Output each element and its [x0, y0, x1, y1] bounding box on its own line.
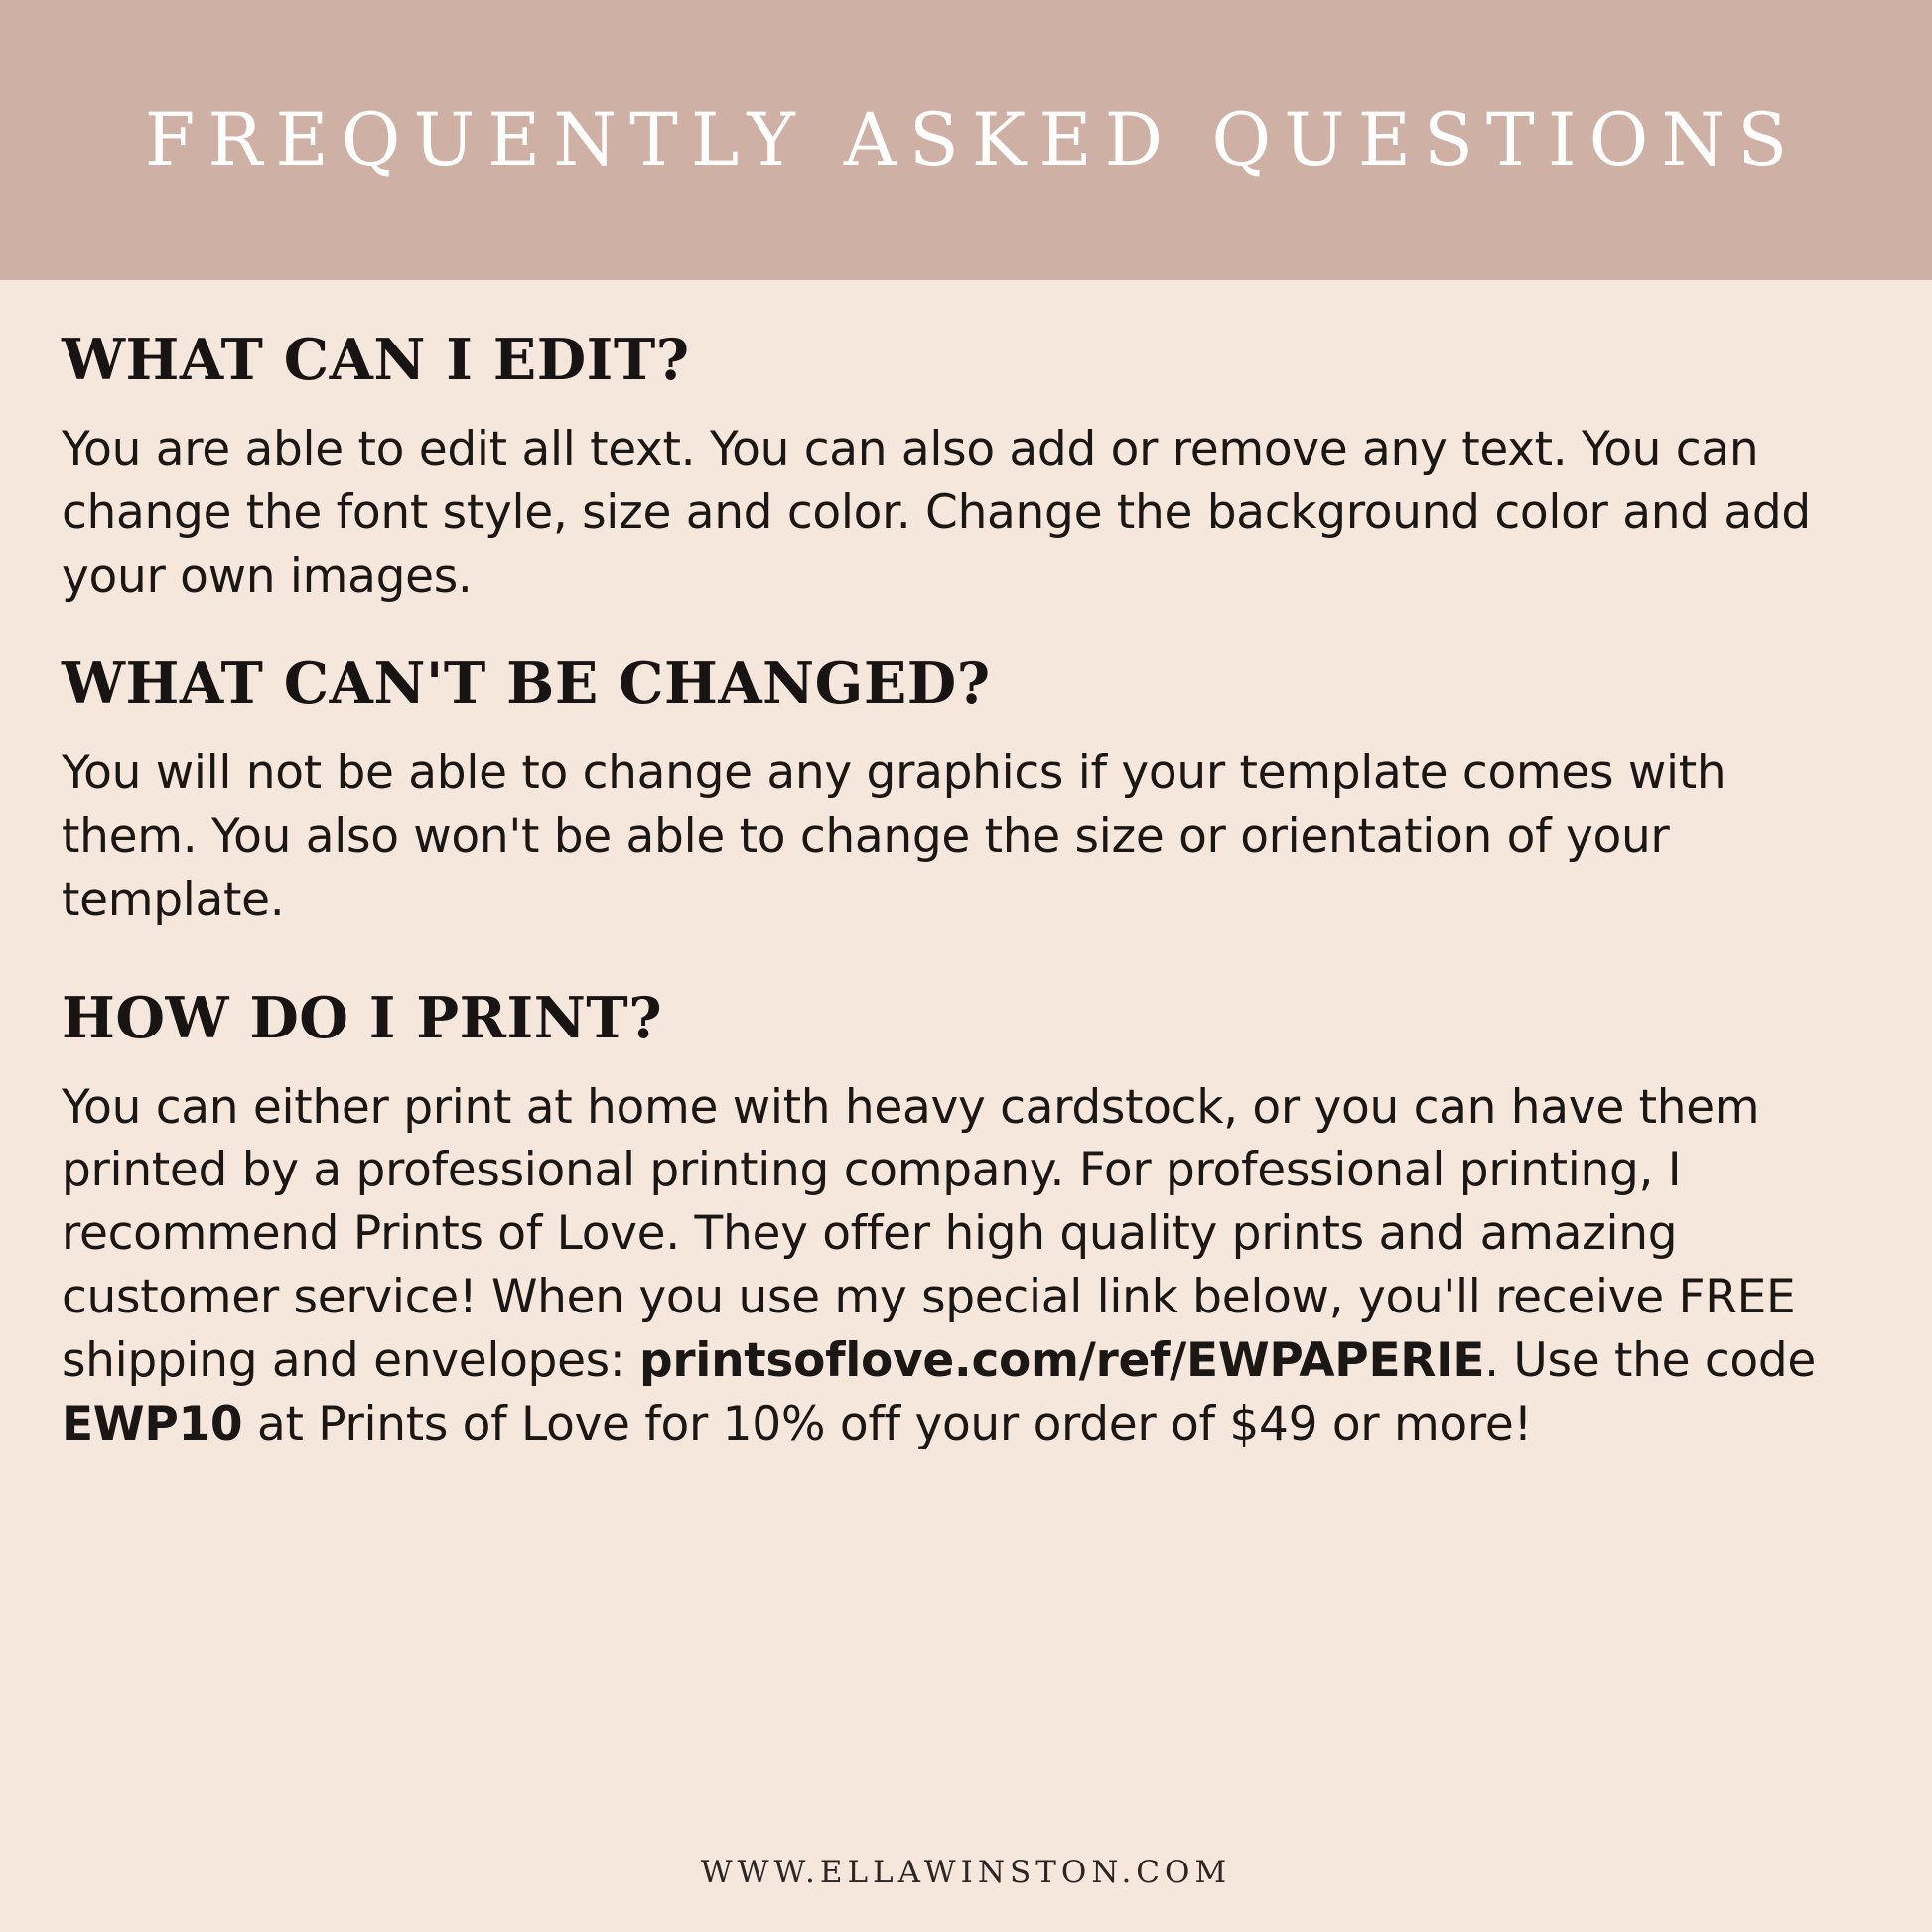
faq-answer-print-part1: You can either print at home with heavy cardstock, or you can have them printed by a professional printing company. For professional printing, I recommend Prints of Love. They offer high quality prints and amazing customer service! When you use my special link below, you'll receive FREE shipping and envelopes:: [62, 1079, 1796, 1389]
faq-item-edit: [62, 327, 1870, 608]
prints-of-love-link[interactable]: printsoflove.com/ref/EWPAPERIE: [639, 1333, 1485, 1389]
faq-item-print: [62, 984, 1870, 1456]
faq-question-changed: WHAT CAN'T BE CHANGED?: [62, 650, 991, 718]
faq-answer-print-part2: . Use the code: [1484, 1333, 1816, 1389]
header-band: [0, 0, 1932, 280]
discount-code: EWP10: [62, 1397, 243, 1452]
faq-answer-changed: You will not be able to change any graphics if your template comes with them. You also won't be able to change the size or orientation of your template.: [62, 746, 1726, 927]
faq-answer-print: [62, 1076, 1870, 1456]
faq-question-edit: WHAT CAN I EDIT?: [62, 327, 690, 393]
faq-question-print: HOW DO I PRINT?: [62, 984, 663, 1051]
footer: [0, 1855, 1932, 1890]
footer-website[interactable]: WWW.ELLAWINSTON.COM: [700, 1855, 1232, 1890]
faq-item-changed: [62, 650, 1870, 931]
faq-content: [0, 280, 1932, 1932]
faq-answer-edit: You are able to edit all text. You can also add or remove any text. You can change the font style, size and color. Change the background color and add your own images.: [62, 421, 1811, 604]
page-title: FREQUENTLY ASKED QUESTIONS: [144, 97, 1801, 183]
faq-answer-print-part3: at Prints of Love for 10% off your order of $49 or more!: [242, 1397, 1533, 1452]
